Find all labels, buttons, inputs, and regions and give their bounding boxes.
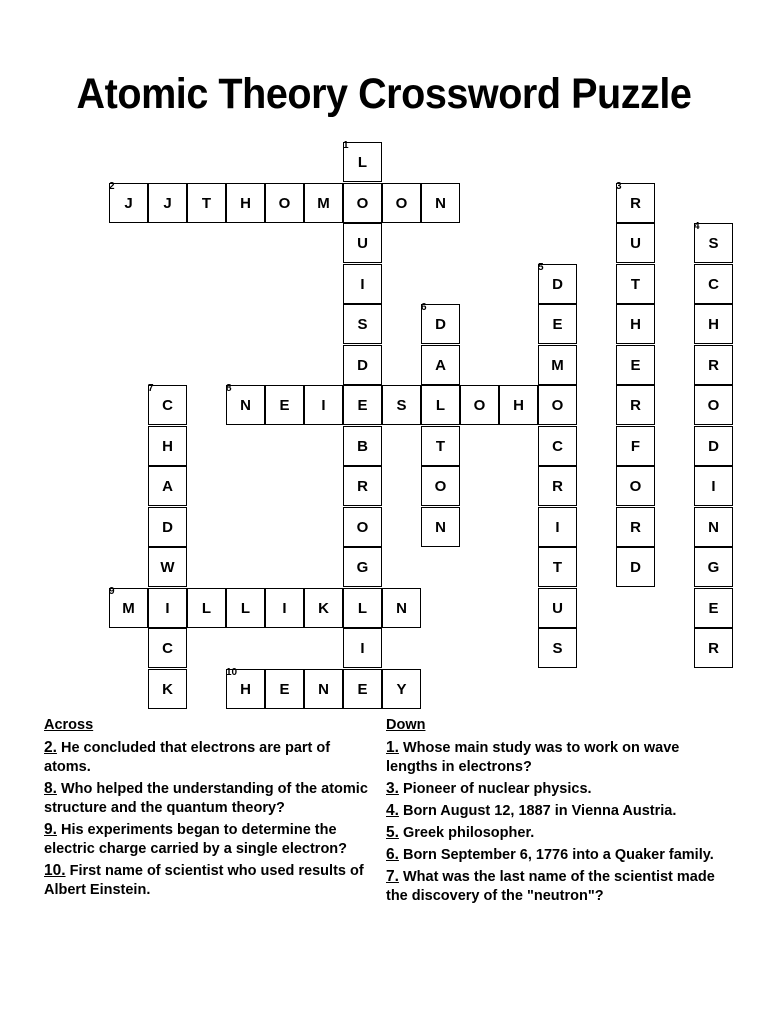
cell-letter: N [708,518,719,536]
cell-letter: S [708,235,719,252]
cell-letter: N [240,397,251,414]
grid-cell[interactable] [538,466,577,506]
cell-letter: R [357,478,368,495]
cell-letter: D [552,275,563,293]
grid-cell[interactable] [538,507,577,547]
across-clue-10 [44,861,374,900]
cell-letter: R [708,640,719,657]
grid-cell[interactable] [538,588,577,628]
cell-letter: M [317,194,330,212]
down-clue-5 [386,823,716,843]
cell-letter: J [163,194,172,212]
across-clue-9 [44,820,374,859]
cell-letter: C [708,275,719,293]
grid-cell[interactable] [343,142,382,182]
cell-letter: I [321,397,326,414]
cell-letter: O [278,194,291,212]
clue-number-label: 8 [226,383,232,394]
across-heading: Across [44,717,94,733]
grid-cell[interactable] [538,628,577,668]
cell-letter: L [240,599,251,617]
grid-cell[interactable] [421,345,460,385]
cell-letter: I [711,478,716,495]
grid-cell[interactable] [460,385,499,425]
grid-cell[interactable] [616,304,655,344]
grid-cell[interactable] [226,588,265,628]
down-heading: Down [386,717,426,733]
grid-cell[interactable] [187,183,226,223]
grid-cell[interactable] [265,669,304,709]
grid-cell[interactable] [343,588,382,628]
grid-cell[interactable] [421,304,460,344]
cell-letter: N [435,194,446,212]
grid-cell[interactable] [694,385,733,425]
clue-number-label: 2 [109,180,115,192]
grid-cell[interactable] [148,507,187,547]
grid-cell[interactable] [499,385,538,425]
cell-letter: L [201,599,212,617]
clue-number: 10. [44,862,66,879]
cell-letter: F [630,437,641,455]
cell-letter: L [357,154,368,171]
grid-cell[interactable] [148,669,187,709]
cell-letter: T [630,275,641,293]
grid-cell[interactable] [343,264,382,304]
down-clue-4 [386,801,716,821]
cell-letter: Y [396,680,407,698]
cell-letter: T [435,437,446,455]
cell-letter: O [356,194,369,212]
grid-cell[interactable] [538,547,577,587]
grid-cell[interactable] [694,547,733,587]
grid-cell[interactable] [538,385,577,425]
clue-text: Born September 6, 1776 into a Quaker family. [402,847,714,863]
clue-number-label: 1 [343,140,349,151]
cell-letter: J [124,194,133,212]
grid-cell[interactable] [694,264,733,304]
down-clue-3 [386,779,716,799]
cell-letter: I [282,599,287,617]
clue-number: 8. [44,780,57,797]
grid-cell[interactable] [343,304,382,344]
cell-letter: S [396,397,407,414]
clue-number: 5. [386,824,399,841]
grid-cell[interactable] [109,180,148,223]
cell-letter: D [630,559,641,576]
across-clue-8 [44,779,374,818]
cell-letter: A [435,356,446,374]
grid-cell[interactable] [616,180,655,223]
clue-text: Greek philosopher. [402,825,535,841]
grid-cell[interactable] [616,466,655,506]
cell-letter: R [630,518,641,536]
grid-cell[interactable] [616,223,655,263]
grid-cell[interactable] [343,183,382,223]
cell-letter: H [708,316,719,333]
cell-letter: O [473,397,486,414]
cell-letter: L [435,397,446,414]
cell-letter: I [360,640,365,657]
clue-number-label: 5 [538,261,544,273]
cell-letter: K [318,599,329,617]
grid-cell[interactable] [382,588,421,628]
clue-number: 4. [386,802,399,819]
grid-cell[interactable] [343,507,382,547]
cell-letter: H [240,194,251,212]
cell-letter: D [435,316,446,333]
clue-text: Pioneer of nuclear physics. [402,781,592,797]
grid-cell[interactable] [616,345,655,385]
grid-cell[interactable] [148,426,187,466]
cell-letter: I [360,275,365,293]
grid-cell[interactable] [226,666,265,709]
clue-number: 9. [44,821,57,838]
grid-cell[interactable] [304,183,343,223]
cell-letter: M [122,599,135,617]
cell-letter: H [630,316,641,333]
cell-letter: E [630,356,641,374]
clue-number: 3. [386,780,399,797]
grid-cell[interactable] [694,628,733,668]
grid-cell[interactable] [694,345,733,385]
cell-letter: N [396,599,407,617]
cell-letter: R [630,397,641,414]
cell-letter: C [552,437,563,455]
grid-cell[interactable] [148,547,187,587]
grid-cell[interactable] [694,304,733,344]
cell-letter: R [630,194,641,212]
clue-number: 1. [386,739,399,756]
clue-text: Whose main study was to work on wave lengths in electrons? [386,740,680,775]
grid-cell[interactable] [148,588,187,628]
cell-letter: H [162,437,173,455]
cell-letter: E [708,599,719,617]
cell-letter: S [552,640,563,657]
down-clue-6 [386,845,716,865]
clue-number: 7. [386,868,399,885]
grid-cell[interactable] [148,385,187,425]
grid-cell[interactable] [343,466,382,506]
cell-letter: D [708,437,719,455]
grid-cell[interactable] [421,507,460,547]
cell-letter: M [551,356,564,374]
grid-cell[interactable] [265,385,304,425]
grid-cell[interactable] [538,261,577,304]
clue-text: First name of scientist who used results of Albert Einstein. [44,863,364,898]
grid-cell[interactable] [382,183,421,223]
cell-letter: C [162,397,173,414]
cell-letter: U [357,235,368,252]
across-clue-2 [44,738,374,777]
cell-letter: U [552,599,563,617]
cell-letter: S [357,316,368,333]
cell-letter: O [356,518,369,536]
grid-cell[interactable] [265,183,304,223]
grid-cell[interactable] [421,183,460,223]
cell-letter: W [160,559,175,576]
clue-number-label: 9 [109,585,115,597]
grid-cell[interactable] [343,669,382,709]
clue-number-label: 10 [226,666,238,678]
clue-text: Born August 12, 1887 in Vienna Austria. [402,803,677,819]
cell-letter: D [162,518,173,536]
cell-letter: U [630,235,641,252]
page-title: Atomic Theory Crossword Puzzle [76,70,692,118]
cell-letter: C [162,640,173,657]
grid-cell[interactable] [694,588,733,628]
grid-cell[interactable] [343,547,382,587]
clue-number: 6. [386,846,399,863]
grid-cell[interactable] [694,223,733,263]
grid-cell[interactable] [616,426,655,466]
cell-letter: E [357,680,368,698]
cell-letter: O [395,194,408,212]
grid-cell[interactable] [304,588,343,628]
cell-letter: I [165,599,170,617]
clue-number-label: 7 [148,383,154,394]
cell-letter: A [162,478,173,495]
grid-cell[interactable] [382,385,421,425]
cell-letter: O [551,397,564,414]
cell-letter: E [357,397,368,414]
grid-cell[interactable] [694,466,733,506]
down-clue-1 [386,738,716,777]
grid-cell[interactable] [343,345,382,385]
grid-cell[interactable] [616,385,655,425]
grid-cell[interactable] [148,466,187,506]
cell-letter: R [552,478,563,495]
cell-letter: O [434,478,447,495]
cell-letter: R [708,356,719,374]
cell-letter: D [357,356,368,374]
cell-letter: H [240,680,251,698]
clue-number-label: 3 [616,180,622,192]
cell-letter: E [279,397,290,414]
grid-cell[interactable] [421,466,460,506]
grid-cell[interactable] [343,223,382,263]
cell-letter: K [162,680,173,698]
grid-cell[interactable] [304,385,343,425]
cell-letter: T [201,194,212,212]
grid-cell[interactable] [343,426,382,466]
grid-cell[interactable] [148,183,187,223]
clue-text: Who helped the understanding of the atomic structure and the quantum theory? [44,781,368,816]
down-clue-7 [386,867,716,906]
grid-cell[interactable] [538,426,577,466]
grid-cell[interactable] [694,507,733,547]
clue-number: 2. [44,739,57,756]
grid-cell[interactable] [226,183,265,223]
cell-letter: N [318,680,329,698]
grid-cell[interactable] [538,345,577,385]
grid-cell[interactable] [343,628,382,668]
clue-number-label: 6 [421,302,427,313]
grid-cell[interactable] [421,385,460,425]
clue-text: His experiments began to determine the electric charge carried by a single electron? [44,822,348,857]
clue-text: He concluded that electrons are part of atoms. [44,740,331,775]
grid-cell[interactable] [187,588,226,628]
across-clues [44,716,374,902]
grid-cell[interactable] [382,669,421,709]
cell-letter: I [555,518,560,536]
grid-cell[interactable] [694,426,733,466]
cell-letter: B [357,437,368,455]
grid-cell[interactable] [616,547,655,587]
grid-cell[interactable] [304,669,343,709]
cell-letter: E [279,680,290,698]
grid-cell[interactable] [109,585,148,628]
down-clues [386,716,716,908]
grid-cell[interactable] [421,426,460,466]
cell-letter: G [356,559,369,576]
grid-cell[interactable] [265,588,304,628]
cell-letter: O [629,478,642,495]
clue-number-label: 4 [694,221,700,232]
grid-cell[interactable] [343,385,382,425]
grid-cell[interactable] [538,304,577,344]
clue-text: What was the last name of the scientist made the discovery of the "neutron"? [386,869,715,904]
grid-cell[interactable] [616,507,655,547]
cell-letter: E [552,316,563,333]
cell-letter: G [707,559,720,576]
cell-letter: T [552,559,563,576]
grid-cell[interactable] [616,264,655,304]
cell-letter: O [707,397,720,414]
grid-cell[interactable] [226,385,265,425]
cell-letter: H [513,397,524,414]
grid-cell[interactable] [148,628,187,668]
cell-letter: N [435,518,446,536]
cell-letter: L [357,599,368,617]
